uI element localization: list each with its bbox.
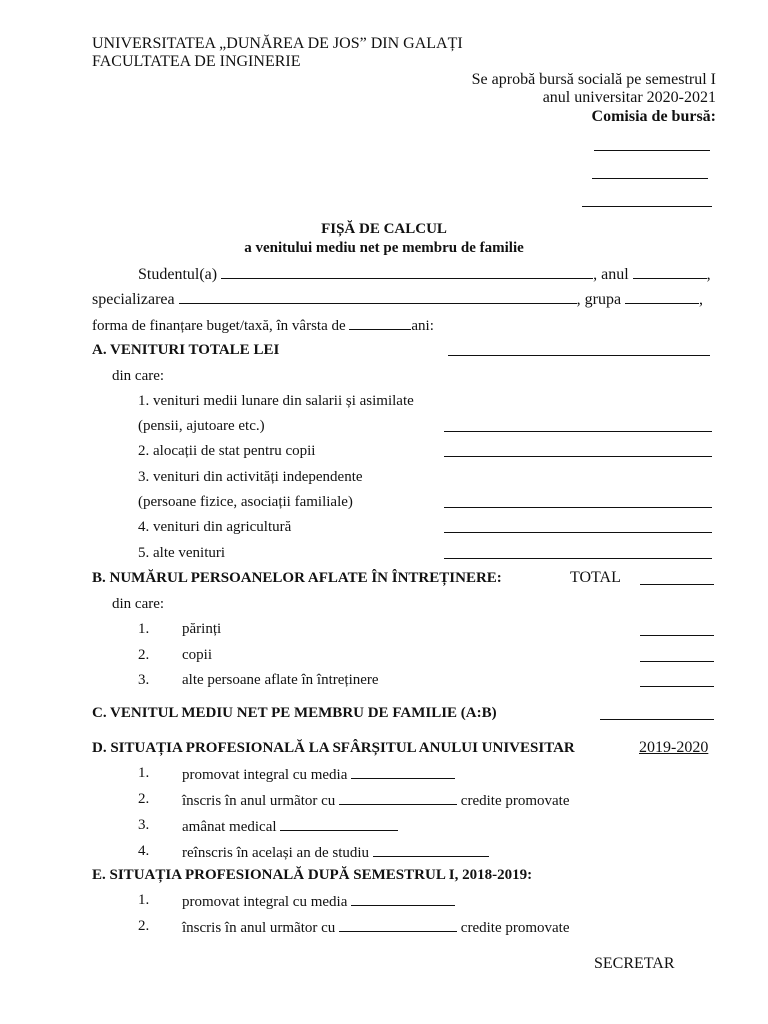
- faculty-name: FACULTATEA DE INGINERIE: [92, 53, 301, 70]
- section-d-item-3-label: amânat medical: [182, 819, 277, 835]
- secretary-label: SECRETAR: [594, 955, 675, 972]
- committee-label: Comisia de bursă:: [591, 108, 716, 125]
- section-a-agriculture-field[interactable]: [444, 532, 712, 533]
- section-b-others-field[interactable]: [640, 686, 714, 687]
- section-a-independent-field[interactable]: [444, 507, 712, 508]
- section-e-item-2-suffix: credite promovate: [460, 920, 570, 936]
- section-d-medical-field[interactable]: [280, 818, 398, 831]
- section-e-item-2-num: 2.: [138, 918, 150, 934]
- section-c-title: C. VENITUL MEDIU NET PE MEMBRU DE FAMILIE (A:B): [92, 705, 497, 721]
- finance-line: [92, 317, 434, 334]
- age-field[interactable]: [349, 317, 411, 330]
- approval-line-2: anul universitar 2020-2021: [542, 89, 716, 106]
- committee-signature-1[interactable]: [594, 150, 710, 151]
- group-label: , grupa: [576, 291, 622, 308]
- section-a-item-2: 2. alocații de stat pentru copii: [138, 443, 316, 459]
- section-b-parents-field[interactable]: [640, 635, 714, 636]
- section-d-item-2-suffix: credite promovate: [460, 793, 570, 809]
- section-e-item-2: [182, 919, 570, 936]
- specialization-field[interactable]: [179, 291, 577, 304]
- section-d-credits-field[interactable]: [339, 792, 457, 805]
- section-e-item-1: [182, 893, 455, 910]
- age-suffix: ani:: [411, 318, 434, 334]
- section-a-title: A. VENITURI TOTALE LEI: [92, 342, 280, 358]
- group-field[interactable]: [625, 291, 699, 304]
- specialization-line: specializarea , grupa ,: [92, 291, 704, 308]
- section-a-item-5: 5. alte venituri: [138, 545, 226, 561]
- student-name-field[interactable]: [221, 266, 593, 279]
- section-d-item-2: [182, 792, 570, 809]
- section-e-item-2-label: înscris în anul urmãtor cu: [182, 920, 336, 936]
- section-e-average-field[interactable]: [351, 893, 455, 906]
- section-d-reenrolled-field[interactable]: [373, 844, 489, 857]
- section-a-item-3-cont: (persoane fizice, asociații familiale): [138, 494, 353, 510]
- committee-signature-2[interactable]: [592, 178, 708, 179]
- section-d-item-1-label: promovat integral cu media: [182, 767, 348, 783]
- university-name: UNIVERSITATEA „DUNĂREA DE JOS” DIN GALAȚI: [92, 35, 463, 52]
- section-b-item-1-label: părinți: [182, 621, 222, 637]
- section-a-of-which: din care:: [112, 368, 165, 384]
- section-c-average-field[interactable]: [600, 719, 714, 720]
- section-b-item-2-label: copii: [182, 647, 212, 663]
- student-label: Studentul(a): [138, 266, 218, 283]
- approval-line-1: Se aprobă bursă socială pe semestrul I: [471, 71, 716, 88]
- section-a-item-1-cont: (pensii, ajutoare etc.): [138, 418, 265, 434]
- year-label: , anul: [593, 266, 629, 283]
- section-d-item-4-label: reînscris în același an de studiu: [182, 845, 370, 861]
- form-subtitle: a venitului mediu net pe membru de familie: [244, 240, 524, 256]
- committee-signature-3[interactable]: [582, 206, 712, 207]
- section-d-item-4: [182, 844, 489, 861]
- specialization-label: specializarea: [92, 291, 175, 308]
- section-b-item-2-num: 2.: [138, 647, 150, 663]
- section-b-total-field[interactable]: [640, 584, 714, 585]
- finance-label: forma de finanțare buget/taxă, în vârsta de: [92, 318, 346, 334]
- section-d-item-4-num: 4.: [138, 843, 150, 859]
- section-a-item-1: 1. venituri medii lunare din salarii și asimilate: [138, 393, 414, 409]
- section-b-total-label: TOTAL: [570, 569, 621, 586]
- section-e-item-1-num: 1.: [138, 892, 150, 908]
- section-d-item-2-num: 2.: [138, 791, 150, 807]
- section-b-item-3-num: 3.: [138, 672, 150, 688]
- section-b-children-field[interactable]: [640, 661, 714, 662]
- section-b-of-which: din care:: [112, 596, 165, 612]
- section-b-item-1-num: 1.: [138, 621, 150, 637]
- section-a-allowance-field[interactable]: [444, 456, 712, 457]
- section-d-item-3: [182, 818, 398, 835]
- year-field[interactable]: [633, 266, 707, 279]
- section-e-title: E. SITUAȚIA PROFESIONALĂ DUPĂ SEMESTRUL I, 2018-2019:: [92, 867, 533, 883]
- section-a-salary-field[interactable]: [444, 431, 712, 432]
- form-title: FIȘĂ DE CALCUL: [321, 221, 447, 237]
- section-a-item-4: 4. venituri din agricultură: [138, 519, 292, 535]
- section-b-title: B. NUMĂRUL PERSOANELOR AFLATE ÎN ÎNTREȚINERE:: [92, 570, 502, 586]
- section-a-total-field[interactable]: [448, 355, 710, 356]
- section-d-item-3-num: 3.: [138, 817, 150, 833]
- section-d-item-1: [182, 766, 455, 783]
- section-e-credits-field[interactable]: [339, 919, 457, 932]
- section-e-item-1-label: promovat integral cu media: [182, 894, 348, 910]
- student-line: Studentul(a) , anul ,: [138, 266, 711, 283]
- section-b-item-3-label: alte persoane aflate în întreținere: [182, 672, 379, 688]
- section-d-year: 2019-2020: [639, 739, 709, 756]
- section-a-other-field[interactable]: [444, 558, 712, 559]
- section-a-item-3: 3. venituri din activități independente: [138, 469, 363, 485]
- section-d-average-field[interactable]: [351, 766, 455, 779]
- section-d-item-1-num: 1.: [138, 765, 150, 781]
- section-d-item-2-label: înscris în anul urmãtor cu: [182, 793, 336, 809]
- section-d-title: D. SITUAȚIA PROFESIONALĂ LA SFÂRȘITUL ANULUI UNIVESITAR: [92, 740, 575, 756]
